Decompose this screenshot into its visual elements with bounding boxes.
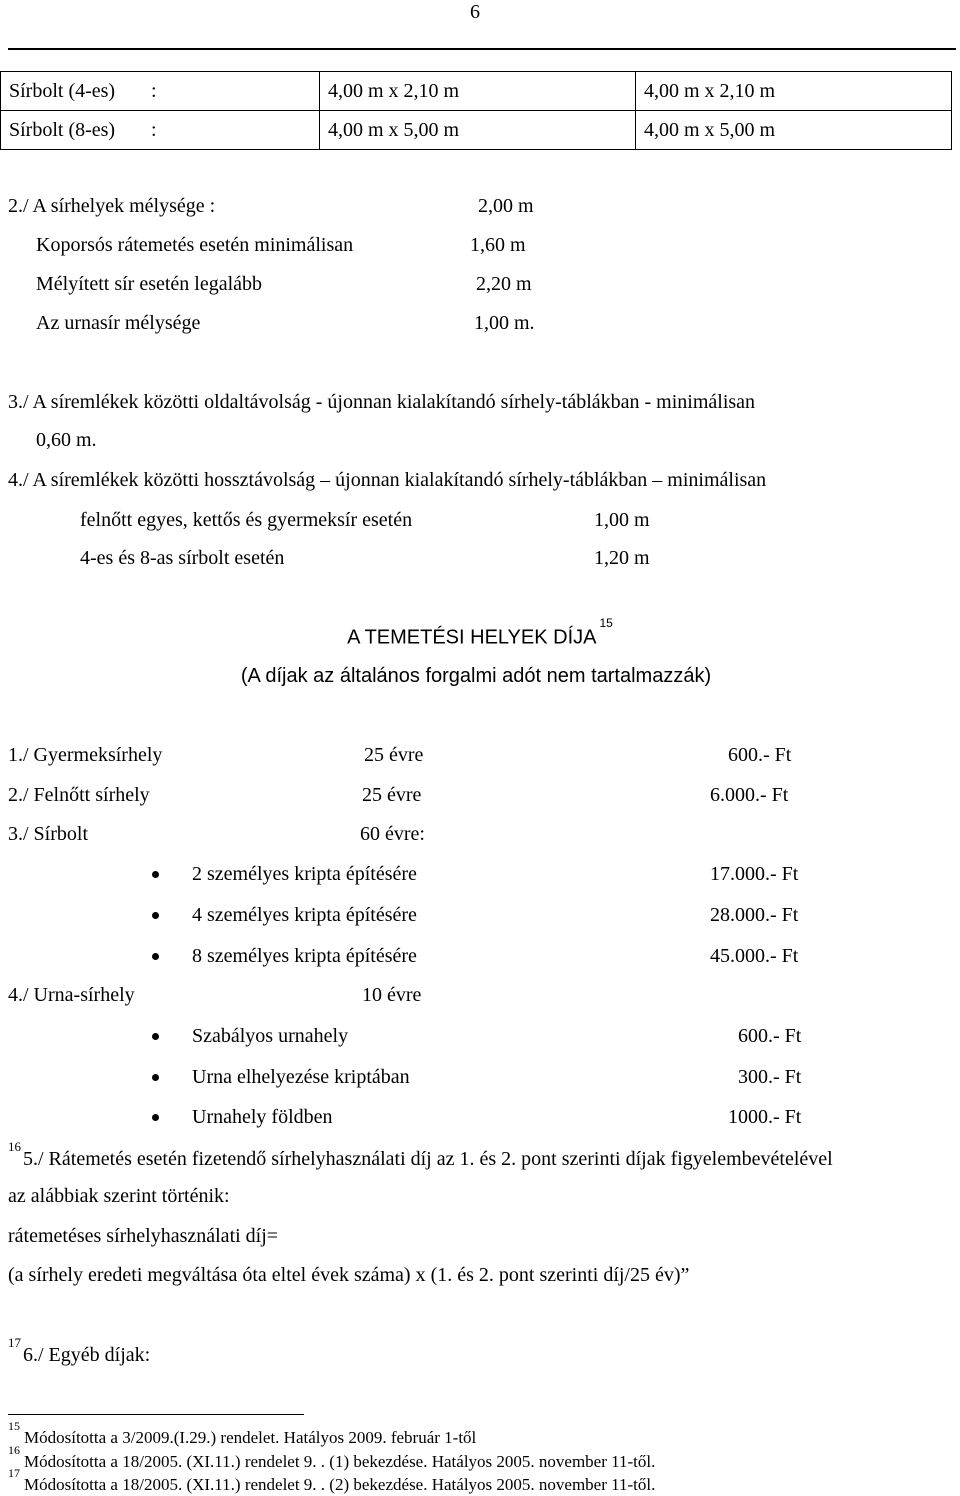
fee-row-label: 2./ Felnőtt sírhely: [8, 784, 150, 806]
length-item-value: 1,20 m: [594, 547, 650, 569]
reburial-footnote: 16: [8, 1139, 21, 1154]
urn-item-price: 1000.- Ft: [728, 1106, 802, 1128]
fees-title: A TEMETÉSI HELYEK DÍJA: [347, 626, 597, 649]
table-cell: 4,00 m x 5,00 m: [320, 111, 636, 150]
footnote-text: Módosította a 18/2005. (XI.11.) rendelet 9. . (2) bekezdése. Hatályos 2005. november 11-től.: [24, 1474, 656, 1494]
footnote: [8, 1466, 656, 1494]
footnote-number: 17: [8, 1466, 20, 1480]
footnote: [8, 1419, 477, 1447]
depth-item-value: 1,60 m: [470, 234, 526, 256]
side-distance-value: 0,60 m.: [36, 429, 97, 451]
footnote-number: 15: [8, 1419, 20, 1433]
bullet-icon: [152, 953, 159, 960]
fee-row-period: 60 évre:: [360, 823, 425, 845]
urn-item-label: Szabályos urnahely: [192, 1025, 349, 1047]
length-distance-line: 4./ A síremlékek közötti hossztávolság – újonnan kialakítandó sírhely-táblákban – minimálisan: [8, 469, 767, 491]
table-row: [1, 72, 952, 111]
table-cell-label: [1, 72, 320, 111]
fees-subtitle: (A díjak az általános forgalmi adót nem tartalmazzák): [240, 665, 712, 687]
footnote: [8, 1443, 656, 1471]
length-item-label: 4-es és 8-as sírbolt esetén: [80, 547, 285, 569]
depth-item-label: Az urnasír mélysége: [36, 312, 201, 334]
reburial-formula: (a sírhely eredeti megváltása óta eltel évek száma) x (1. és 2. pont szerinti díj/25 év)”: [8, 1264, 690, 1286]
fee-row-price: 600.- Ft: [728, 744, 792, 766]
bullet-icon: [152, 912, 159, 919]
fee-row-label: 3./ Sírbolt: [8, 823, 89, 845]
crypt-item-label: 8 személyes kripta építésére: [192, 945, 417, 967]
table-row: [1, 111, 952, 150]
reburial-line-3: rátemetéses sírhelyhasználati díj=: [8, 1225, 279, 1247]
crypt-item-label: 2 személyes kripta építésére: [192, 863, 417, 885]
other-fees-line: [8, 1335, 151, 1366]
length-item-value: 1,00 m: [594, 509, 650, 531]
other-fees-text: 6./ Egyéb díjak:: [23, 1343, 151, 1366]
fees-title-footnote: 15: [599, 616, 613, 630]
bullet-icon: [152, 871, 159, 878]
urn-item-price: 300.- Ft: [738, 1066, 802, 1088]
depth-heading: 2./ A sírhelyek mélysége :: [8, 195, 216, 217]
reburial-line-2: az alábbiak szerint történik:: [8, 1185, 230, 1207]
bullet-icon: [152, 1033, 159, 1040]
reburial-text: 5./ Rátemetés esetén fizetendő sírhelyhasználati díj az 1. és 2. pont szerinti díjak figyelembevételével: [23, 1147, 833, 1170]
crypt-item-price: 28.000.- Ft: [710, 904, 799, 926]
fees-title-block: [0, 616, 960, 649]
depth-item-label: Mélyített sír esetén legalább: [36, 273, 263, 295]
row-separator: :: [151, 79, 157, 102]
fee-row-label: 4./ Urna-sírhely: [8, 984, 135, 1006]
length-item-label: felnőtt egyes, kettős és gyermeksír esetén: [80, 509, 413, 531]
header-rule: [8, 48, 956, 50]
fee-row-period: 25 évre: [362, 784, 422, 806]
table-cell: 4,00 m x 5,00 m: [636, 111, 952, 150]
crypt-item-price: 17.000.- Ft: [710, 863, 799, 885]
depth-heading-value: 2,00 m: [478, 195, 534, 217]
depth-item-value: 1,00 m.: [474, 312, 535, 334]
page-number: 6: [470, 1, 480, 23]
size-table: [0, 71, 952, 150]
fee-row-price: 6.000.- Ft: [710, 784, 789, 806]
depth-item-label: Koporsós rátemetés esetén minimálisan: [36, 234, 354, 256]
table-cell: 4,00 m x 2,10 m: [636, 72, 952, 111]
crypt-item-label: 4 személyes kripta építésére: [192, 904, 417, 926]
urn-item-label: Urnahely földben: [192, 1106, 333, 1128]
urn-item-price: 600.- Ft: [738, 1025, 802, 1047]
other-fees-footnote: 17: [8, 1335, 21, 1350]
bullet-icon: [152, 1114, 159, 1121]
urn-item-label: Urna elhelyezése kriptában: [192, 1066, 410, 1088]
reburial-line: [8, 1139, 833, 1170]
fee-row-period: 10 évre: [362, 984, 422, 1006]
bullet-icon: [152, 1074, 159, 1081]
footnote-text: Módosította a 18/2005. (XI.11.) rendelet 9. . (1) bekezdése. Hatályos 2005. november 11-től.: [24, 1451, 656, 1471]
row-separator: :: [151, 118, 157, 141]
row-label: Sírbolt (8-es): [9, 118, 116, 141]
table-cell: 4,00 m x 2,10 m: [320, 72, 636, 111]
depth-item-value: 2,20 m: [476, 273, 532, 295]
footnote-number: 16: [8, 1443, 20, 1457]
table-cell-label: [1, 111, 320, 150]
fee-row-period: 25 évre: [364, 744, 424, 766]
footnote-separator: [8, 1414, 304, 1415]
row-label: Sírbolt (4-es): [9, 79, 116, 102]
side-distance-line: 3./ A síremlékek közötti oldaltávolság - újonnan kialakítandó sírhely-táblákban - minimálisan: [8, 391, 756, 413]
fee-row-label: 1./ Gyermeksírhely: [8, 744, 163, 766]
footnote-text: Módosította a 3/2009.(I.29.) rendelet. Hatályos 2009. február 1-től: [24, 1427, 477, 1447]
crypt-item-price: 45.000.- Ft: [710, 945, 799, 967]
